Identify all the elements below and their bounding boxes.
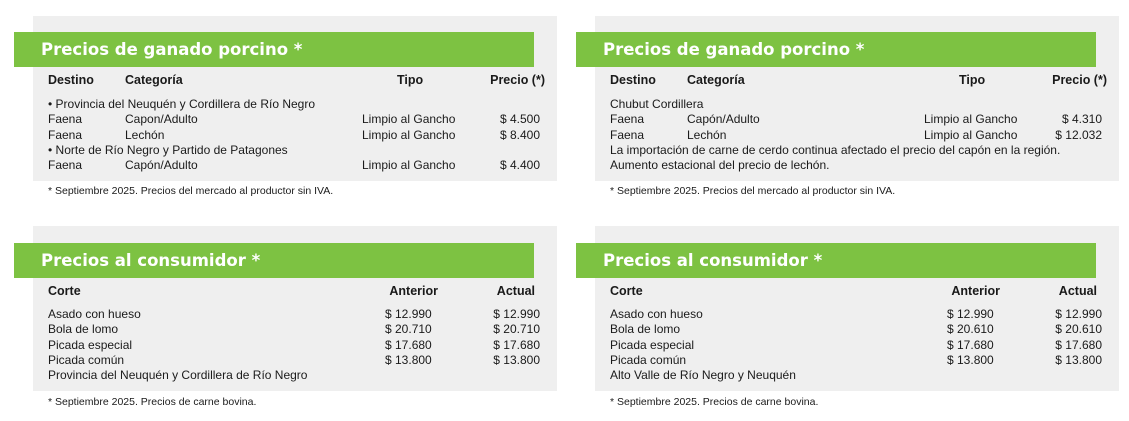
header-categoria: Categoría (687, 73, 745, 87)
header-tipo: Tipo (959, 73, 986, 87)
row-tipo: Limpio al Gancho (362, 112, 456, 126)
corte-name: Picada común (48, 353, 125, 367)
footnote: * Septiembre 2025. Precios del mercado al productor sin IVA. (610, 185, 896, 197)
row-destino: Faena (610, 112, 645, 126)
row-destino: Faena (610, 128, 645, 142)
row-categoria: Lechón (125, 128, 165, 142)
header-anterior: Anterior (389, 284, 438, 298)
corte-actual: $ 20.710 (493, 322, 540, 336)
region-label: • Provincia del Neuquén y Cordillera de Río Negro (48, 97, 316, 111)
corte-actual: $ 12.990 (493, 307, 540, 321)
corte-actual: $ 13.800 (1055, 353, 1102, 367)
note-line: Aumento estacional del precio de lechón. (610, 158, 830, 172)
corte-name: Asado con hueso (610, 307, 703, 321)
row-tipo: Limpio al Gancho (362, 128, 456, 142)
corte-anterior: $ 20.610 (947, 322, 994, 336)
footnote: * Septiembre 2025. Precios del mercado al productor sin IVA. (48, 185, 334, 197)
corte-actual: $ 13.800 (493, 353, 540, 367)
corte-anterior: $ 17.680 (385, 338, 432, 352)
row-categoria: Capón/Adulto (125, 158, 198, 172)
corte-anterior: $ 13.800 (385, 353, 432, 367)
corte-actual: $ 20.610 (1055, 322, 1102, 336)
corte-actual: $ 12.990 (1055, 307, 1102, 321)
header-tipo: Tipo (397, 73, 424, 87)
corte-name: Bola de lomo (610, 322, 681, 336)
row-categoria: Capón/Adulto (687, 112, 760, 126)
corte-name: Picada común (610, 353, 687, 367)
row-precio: $ 4.500 (499, 112, 540, 126)
row-precio: $ 8.400 (499, 128, 540, 142)
corte-name: Picada especial (610, 338, 695, 352)
row-destino: Faena (48, 158, 83, 172)
corte-anterior: $ 13.800 (947, 353, 994, 367)
footnote: * Septiembre 2025. Precios de carne bovina. (610, 396, 819, 408)
header-destino: Destino (610, 73, 656, 87)
row-tipo: Limpio al Gancho (924, 112, 1018, 126)
row-precio: $ 4.400 (499, 158, 540, 172)
row-tipo: Limpio al Gancho (924, 128, 1018, 142)
consumidor-title-right: Precios al consumidor * (576, 243, 1096, 278)
footnote: * Septiembre 2025. Precios de carne bovina. (48, 396, 257, 408)
corte-name: Asado con hueso (48, 307, 141, 321)
header-corte: Corte (610, 284, 643, 298)
row-tipo: Limpio al Gancho (362, 158, 456, 172)
corte-anterior: $ 12.990 (385, 307, 432, 321)
region-label: Provincia del Neuquén y Cordillera de Río Negro (48, 368, 308, 382)
header-precio: Precio (*) (490, 73, 545, 87)
consumidor-title-left: Precios al consumidor * (14, 243, 534, 278)
header-destino: Destino (48, 73, 94, 87)
row-categoria: Capon/Adulto (125, 112, 198, 126)
corte-anterior: $ 12.990 (947, 307, 994, 321)
row-precio: $ 12.032 (1055, 128, 1102, 142)
corte-anterior: $ 17.680 (947, 338, 994, 352)
header-anterior: Anterior (951, 284, 1000, 298)
header-precio: Precio (*) (1052, 73, 1107, 87)
row-categoria: Lechón (687, 128, 727, 142)
corte-actual: $ 17.680 (493, 338, 540, 352)
header-actual: Actual (496, 284, 535, 298)
row-precio: $ 4.310 (1061, 112, 1102, 126)
header-categoria: Categoría (125, 73, 183, 87)
porcino-title-right: Precios de ganado porcino * (576, 32, 1096, 67)
row-destino: Faena (48, 112, 83, 126)
corte-anterior: $ 20.710 (385, 322, 432, 336)
corte-name: Picada especial (48, 338, 133, 352)
header-actual: Actual (1058, 284, 1097, 298)
porcino-title-left: Precios de ganado porcino * (14, 32, 534, 67)
note-line: La importación de carne de cerdo continua afectado el precio del capón en la región. (610, 143, 1061, 157)
row-destino: Faena (48, 128, 83, 142)
header-corte: Corte (48, 284, 81, 298)
corte-actual: $ 17.680 (1055, 338, 1102, 352)
region-label: Chubut Cordillera (610, 97, 704, 111)
corte-name: Bola de lomo (48, 322, 119, 336)
region-label: • Norte de Río Negro y Partido de Patagones (48, 143, 288, 157)
region-label: Alto Valle de Río Negro y Neuquén (610, 368, 796, 382)
